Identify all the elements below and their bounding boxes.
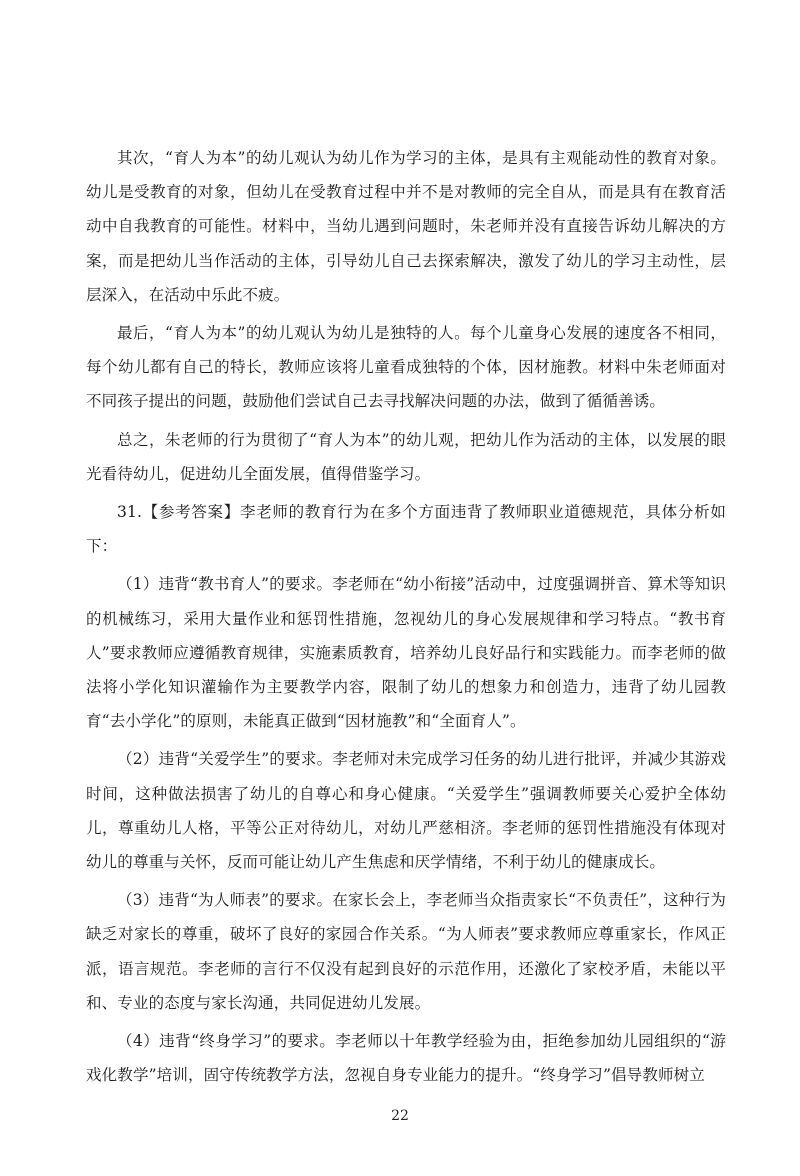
page-number: 22 xyxy=(391,1108,409,1124)
paragraph: （2）违背“关爱学生”的要求。李老师对未完成学习任务的幼儿进行批评，并减少其游戏时间，这种做法损害了幼儿的自尊心和身心健康。“关爱学生”强调教师要关心爱护全体幼儿，尊重幼儿人格，平等公正对待幼儿，对幼儿严慈相济。李老师的惩罚性措施没有体现对幼儿的尊重与关怀，反而可能让幼儿产生焦虑和厌学情绪，不利于幼儿的健康成长。 xyxy=(86,750,726,872)
document-body xyxy=(86,141,726,1096)
paragraph: 最后，“育人为本”的幼儿观认为幼儿是独特的人。每个儿童身心发展的速度各不相同，每个幼儿都有自己的特长，教师应该将儿童看成独特的个体，因材施教。材料中朱老师面对不同孩子提出的问题，鼓励他们尝试自己去寻找解决问题的办法，做到了循循善诱。 xyxy=(86,324,726,411)
paragraph: 其次，“育人为本”的幼儿观认为幼儿作为学习的主体，是具有主观能动性的教育对象。幼儿是受教育的对象，但幼儿在受教育过程中并不是对教师的完全自从，而是具有在教育活动中自我教育的可能性。材料中，当幼儿遇到问题时，朱老师并没有直接告诉幼儿解决的方案，而是把幼儿当作活动的主体，引导幼儿自己去探索解决，激发了幼儿的学习主动性，层层深入，在活动中乐此不疲。 xyxy=(86,149,726,304)
paragraph: （1）违背“教书育人”的要求。李老师在“幼小衔接”活动中，过度强调拼音、算术等知识的机械练习，采用大量作业和惩罚性措施，忽视幼儿的身心发展规律和学习特点。“教书育人”要求教师应遵循教育规律，实施素质教育，培养幼儿良好品行和实践能力。而李老师的做法将小学化知识灌输作为主要教学内容，限制了幼儿的想象力和创造力，违背了幼儿园教育“去小学化”的原则，未能真正做到“因材施教”和“全面育人”。 xyxy=(86,575,726,731)
paragraph: 总之，朱老师的行为贯彻了“育人为本”的幼儿观，把幼儿作为活动的主体，以发展的眼光看待幼儿，促进幼儿全面发展，值得借鉴学习。 xyxy=(86,430,726,483)
paragraph: （3）违背“为人师表”的要求。在家长会上，李老师当众指责家长“不负责任”，这种行为缺乏对家长的尊重，破坏了良好的家园合作关系。“为人师表”要求教师应尊重家长，作风正派，语言规范。李老师的言行不仅没有起到良好的示范作用，还激化了家校矛盾，未能以平和、专业的态度与家长沟通，共同促进幼儿发展。 xyxy=(86,891,726,1012)
answer-heading: 31.【参考答案】李老师的教育行为在多个方面违背了教师职业道德规范，具体分析如下： xyxy=(86,503,726,556)
paragraph: （4）违背“终身学习”的要求。李老师以十年教学经验为由，拒绝参加幼儿园组织的“游戏化教学”培训，固守传统教学方法，忽视自身专业能力的提升。“终身学习”倡导教师树立 xyxy=(86,1032,726,1085)
